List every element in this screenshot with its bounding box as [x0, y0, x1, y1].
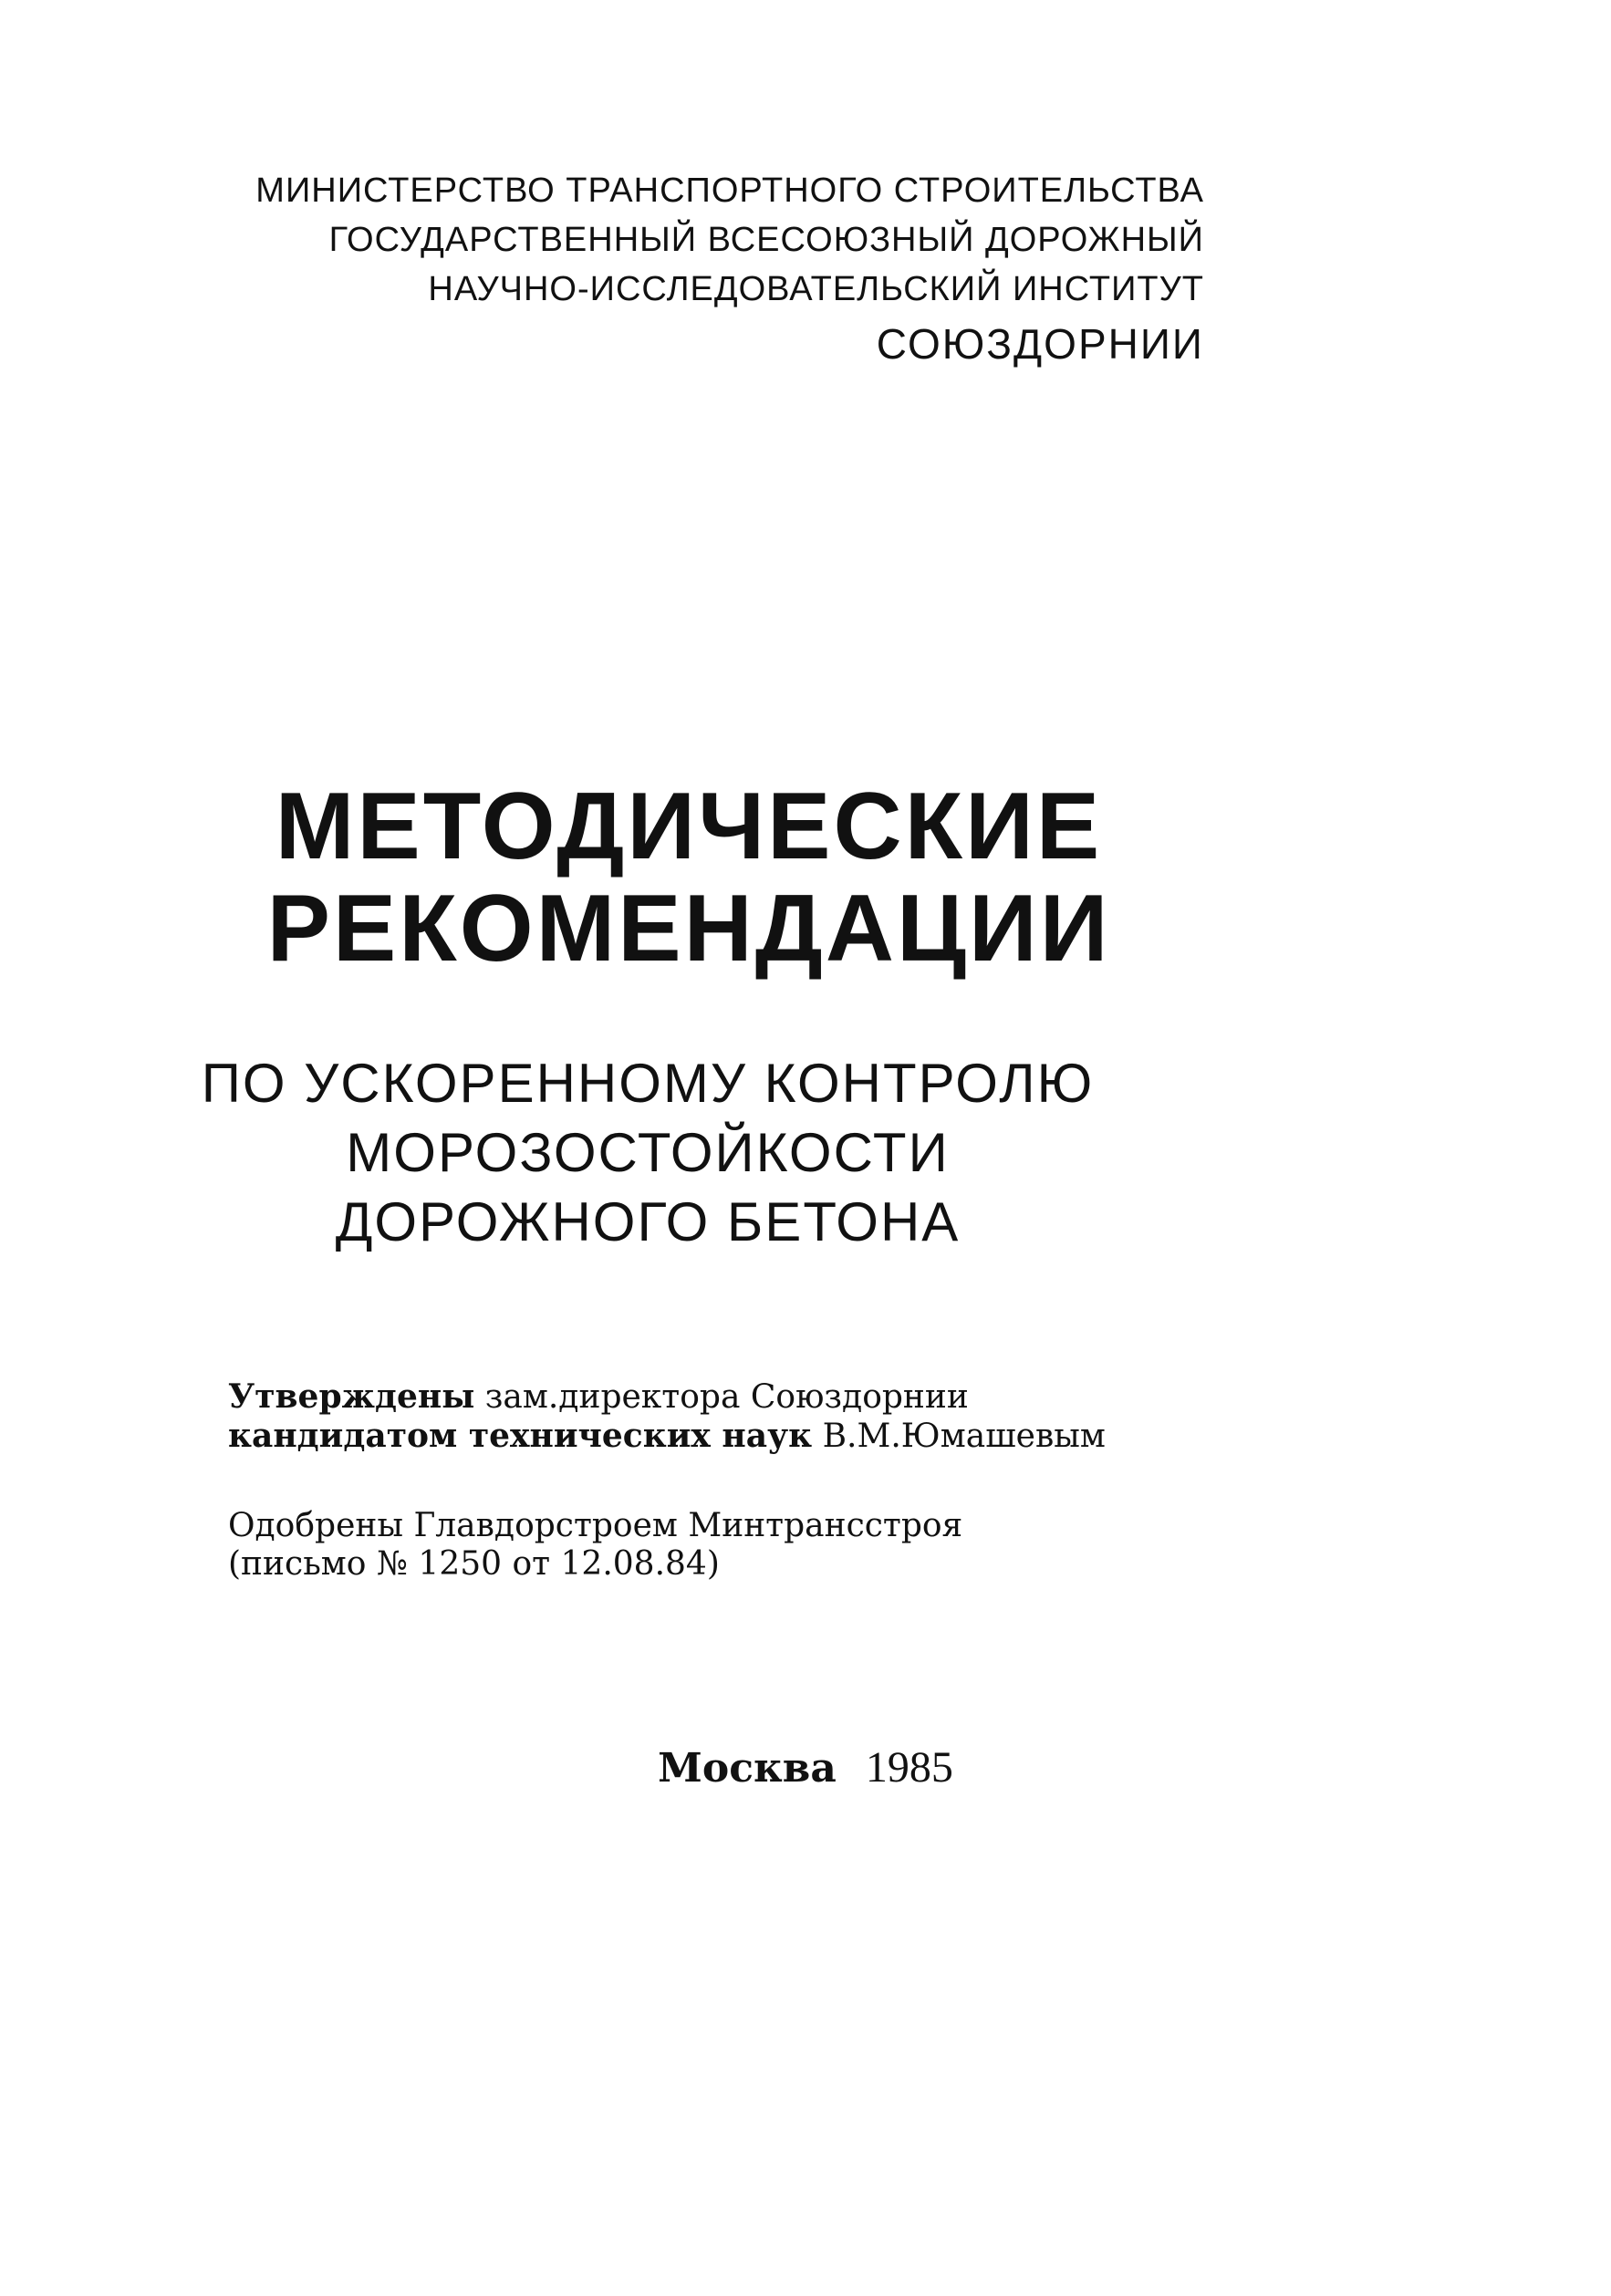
imprint-year: 1985	[865, 1743, 953, 1792]
imprint-city: Москва	[658, 1745, 837, 1792]
document-title	[182, 775, 1195, 980]
ministry-header	[164, 166, 1204, 369]
approval-line-2-bold: кандидатом технических наук	[228, 1417, 813, 1455]
title-line-1: МЕТОДИЧЕСКИЕ	[275, 774, 1103, 879]
approval-line-1-bold: Утверждены	[228, 1377, 475, 1416]
organization-name: СОЮЗДОРНИИ	[876, 320, 1204, 368]
subtitle-line-2: МОРОЗОСТОЙКОСТИ	[346, 1122, 950, 1183]
ministry-line: МИНИСТЕРСТВО ТРАНСПОРТНОГО СТРОИТЕЛЬСТВА	[255, 171, 1204, 210]
endorsement-note	[228, 1507, 1232, 1584]
institute-line-2: НАУЧНО-ИССЛЕДОВАТЕЛЬСКИЙ ИНСТИТУТ	[428, 270, 1204, 308]
approval-note	[228, 1377, 1232, 1456]
endorsement-line-2: (письмо № 1250 от 12.08.84)	[228, 1545, 720, 1583]
document-subtitle	[137, 1049, 1159, 1257]
subtitle-line-3: ДОРОЖНОГО БЕТОНА	[335, 1191, 961, 1252]
title-line-2: РЕКОМЕНДАЦИИ	[266, 876, 1111, 982]
approval-line-2	[228, 1417, 1232, 1456]
institute-line-1: ГОСУДАРСТВЕННЫЙ ВСЕСОЮЗНЫЙ ДОРОЖНЫЙ	[328, 221, 1204, 259]
approval-line-2-rest: В.М.Юмашевым	[812, 1418, 1106, 1455]
imprint	[0, 1742, 1611, 1792]
endorsement-line-1: Одобрены Главдорстроем Минтрансстроя	[228, 1507, 963, 1544]
approval-line-1	[228, 1377, 1232, 1417]
approval-line-1-rest: зам.директора Союздорнии	[474, 1378, 969, 1416]
subtitle-line-1: ПО УСКОРЕННОМУ КОНТРОЛЮ	[201, 1053, 1095, 1114]
